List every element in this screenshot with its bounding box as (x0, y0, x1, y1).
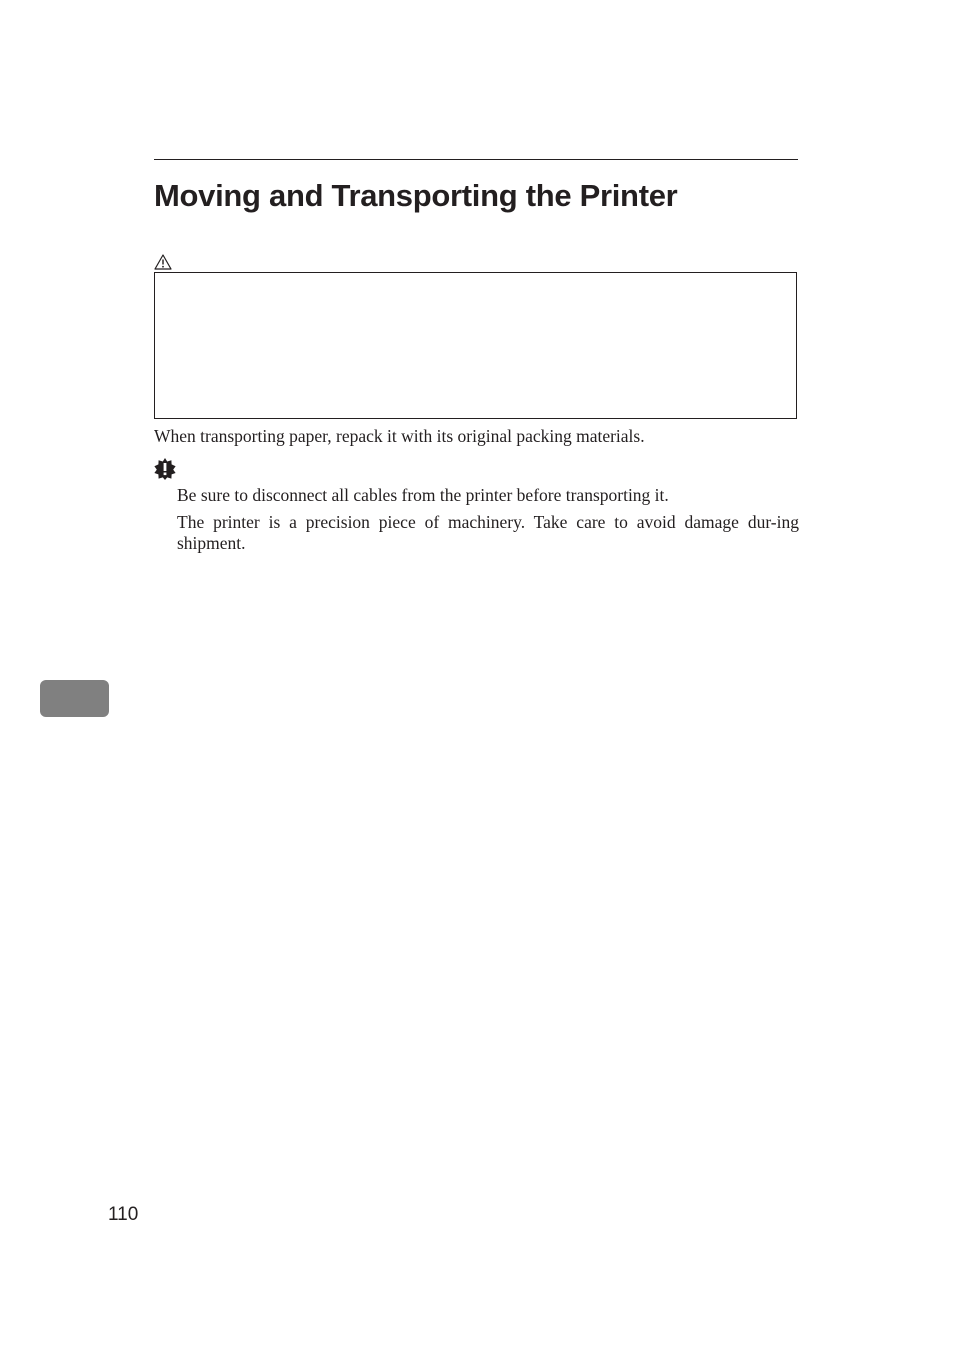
caution-box (154, 272, 797, 419)
chapter-tab (40, 680, 109, 717)
list-item: Be sure to disconnect all cables from the printer before transporting it. (177, 485, 669, 505)
paper-transport-note: When transporting paper, repack it with its original packing materials. (154, 426, 645, 446)
warning-triangle-icon (154, 254, 172, 270)
header-rule (154, 159, 798, 160)
page-number: 110 (108, 1204, 139, 1225)
important-badge-icon (154, 458, 176, 480)
list-item: The printer is a precision piece of machinery. Take care to avoid damage dur-ing shipment. (177, 512, 799, 553)
page-title: Moving and Transporting the Printer (154, 178, 678, 213)
